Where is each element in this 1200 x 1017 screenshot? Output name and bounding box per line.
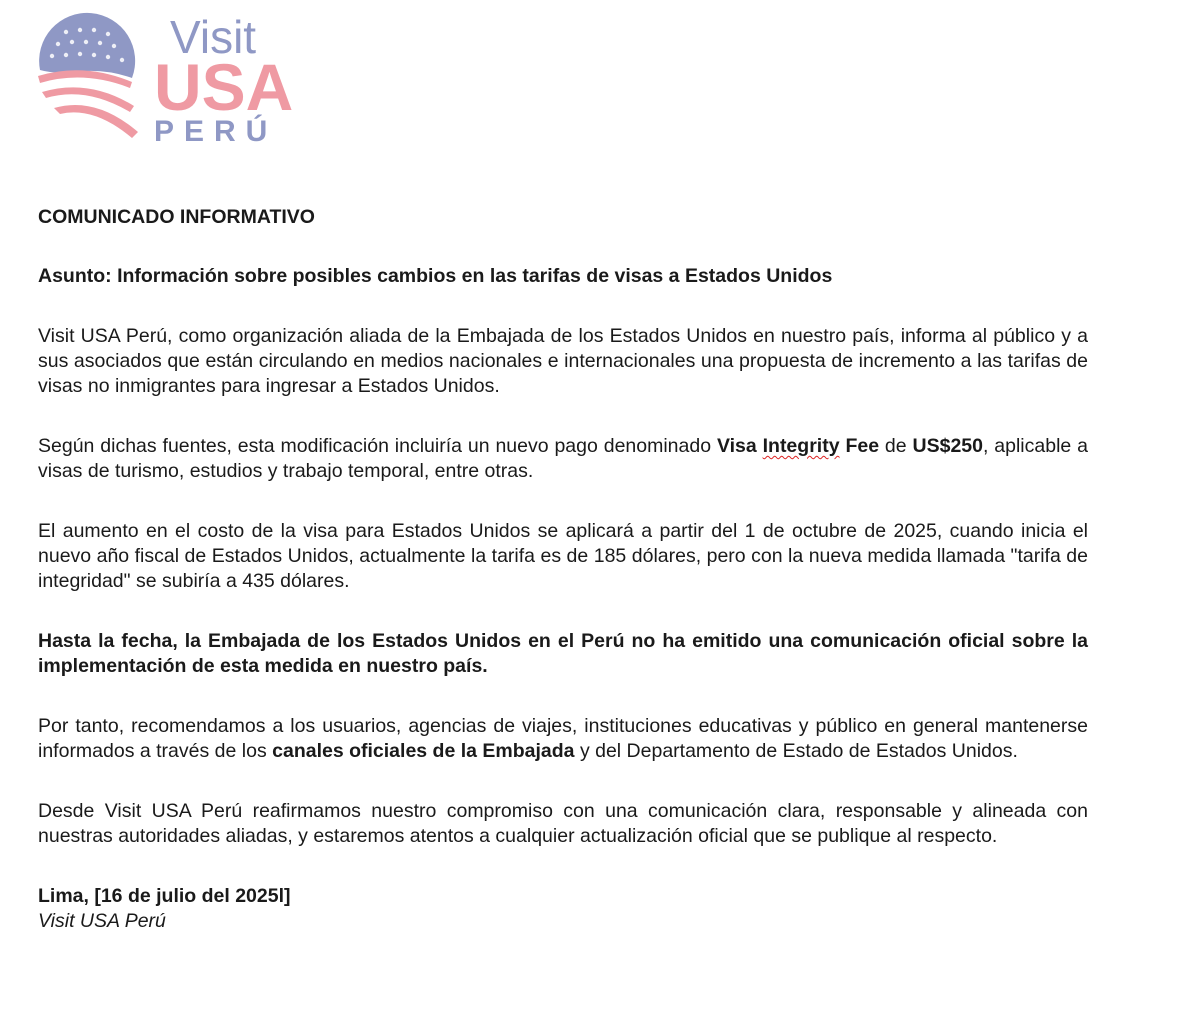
paragraph-embassy-statement: Hasta la fecha, la Embajada de los Estados Unidos en el Perú no ha emitido una comunicación oficial sobre la implementación de esta medida en nuestro país. (38, 630, 1088, 677)
integrity-misspelled-text: Integrity (762, 435, 840, 457)
flag-globe-icon (38, 13, 138, 138)
paragraph-commitment: Desde Visit USA Perú reafirmamos nuestro compromiso con una comunicación clara, responsable y alineada con nuestras autoridades aliadas, y estaremos atentos a cualquier actualización oficial que se publique al respecto. (38, 800, 1088, 847)
document-heading: COMUNICADO INFORMATIVO (38, 206, 315, 228)
paragraph2-text-2: de (879, 435, 913, 457)
logo-peru-text: PERÚ (154, 115, 278, 148)
visa-text: Visa (716, 435, 757, 457)
paragraph-visa-integrity-fee (38, 434, 1088, 484)
announcement-document (38, 205, 1088, 934)
signature-place-date: Lima, [16 de julio del 2025l] (38, 885, 291, 907)
paragraph5-text-1: Por tanto, recomendamos a los usuarios, agencias de viajes, instituciones educativas y público en general mantenerse informados a través de los (38, 715, 1088, 762)
signature-organization: Visit USA Perú (38, 910, 166, 932)
fee-amount: US$250 (912, 435, 983, 457)
paragraph2-text-3: , aplicable a visas de turismo, estudios y trabajo temporal, entre otras. (38, 435, 1088, 482)
paragraph-fee-increase: El aumento en el costo de la visa para Estados Unidos se aplicará a partir del 1 de octubre de 2025, cuando inicia el nuevo año fiscal de Estados Unidos, actualmente la tarifa es de 185 dólares, pero con la nueva medida llamada "tarifa de integridad" se subiría a 435 dólares. (38, 520, 1088, 592)
logo-visit-text: Visit (170, 11, 257, 63)
fee-text: Fee (845, 435, 880, 457)
paragraph-proposal: Visit USA Perú, como organización aliada de la Embajada de los Estados Unidos en nuestro país, informa al público y a sus asociados que están circulando en medios nacionales e internacionales una propuesta de incremento a las tarifas de visas no inmigrantes para ingresar a Estados Unidos. (38, 325, 1088, 397)
logo-usa-text: USA (154, 50, 294, 124)
paragraph5-text-2: y del Departamento de Estado de Estados Unidos. (574, 740, 1018, 762)
paragraph2-text-1: Según dichas fuentes, esta modificación incluiría un nuevo pago denominado (38, 435, 717, 457)
document-subject: Asunto: Información sobre posibles cambios en las tarifas de visas a Estados Unidos (38, 265, 833, 287)
visit-usa-peru-logo (34, 10, 314, 150)
official-channels-text: canales oficiales de la Embajada (272, 740, 575, 762)
paragraph-recommendation (38, 714, 1088, 764)
